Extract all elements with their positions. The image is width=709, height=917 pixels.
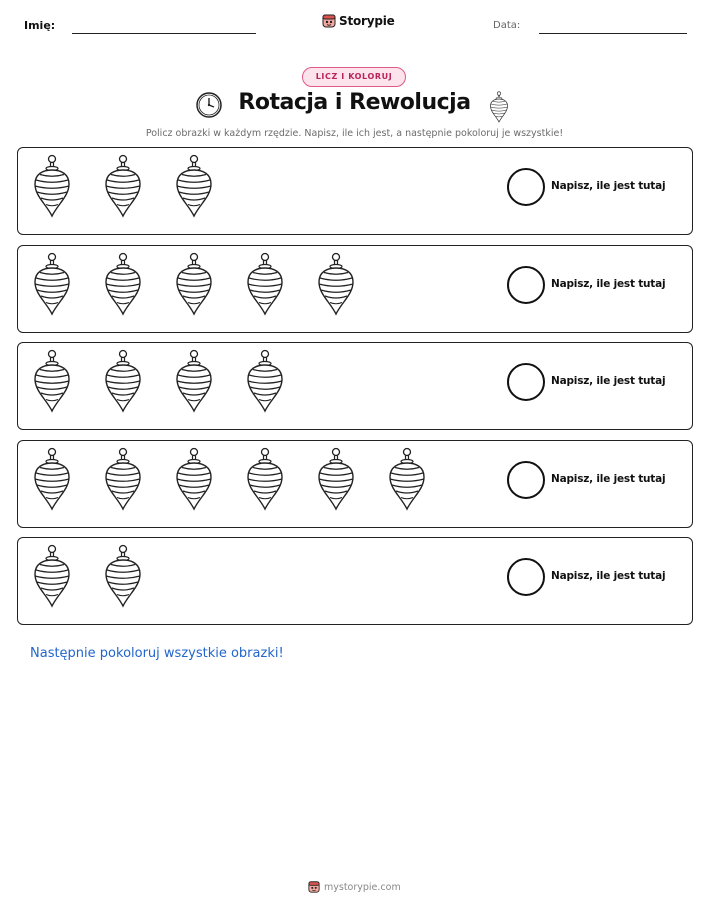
answer-label: Napisz, ile jest tutaj bbox=[551, 375, 666, 387]
activity-badge: LICZ I KOLORUJ bbox=[302, 67, 406, 87]
name-label: Imię: bbox=[24, 19, 56, 32]
counting-row bbox=[17, 537, 693, 625]
spinning-top-icon[interactable] bbox=[101, 447, 145, 511]
spinning-top-icon[interactable] bbox=[101, 154, 145, 218]
title-row bbox=[0, 88, 709, 126]
spinning-top-icon[interactable] bbox=[314, 252, 358, 316]
brand-name: Storypie bbox=[339, 14, 395, 28]
footer-note: Następnie pokoloruj wszystkie obrazki! bbox=[30, 646, 284, 661]
footer-brand bbox=[308, 880, 401, 894]
answer-circle[interactable] bbox=[507, 558, 545, 596]
answer-label: Napisz, ile jest tutaj bbox=[551, 472, 666, 485]
counting-row bbox=[17, 342, 693, 430]
spinning-top-icon[interactable] bbox=[172, 447, 216, 511]
spinning-top-icon[interactable] bbox=[172, 154, 216, 218]
footer-url: mystorypie.com bbox=[324, 881, 401, 893]
storypie-logo-icon bbox=[308, 880, 320, 894]
spinning-top-icon[interactable] bbox=[314, 447, 358, 511]
spinning-top-icon[interactable] bbox=[243, 252, 287, 316]
date-field[interactable] bbox=[539, 33, 687, 34]
spinning-top-icon[interactable] bbox=[172, 252, 216, 316]
spinning-top-icon[interactable] bbox=[30, 447, 74, 511]
answer-circle[interactable] bbox=[507, 266, 545, 304]
instructions: Policz obrazki w każdym rzędzie. Napisz, ile ich jest, a następnie pokoloruj je wszystkie! bbox=[145, 128, 564, 139]
storypie-logo-icon bbox=[322, 13, 336, 29]
spinning-top-icon bbox=[486, 91, 512, 123]
name-field[interactable] bbox=[72, 33, 256, 34]
spinning-top-icon[interactable] bbox=[243, 349, 287, 413]
counting-row bbox=[17, 147, 693, 235]
picture-group bbox=[30, 544, 145, 610]
page-title: Rotacja i Rewolucja bbox=[238, 90, 471, 115]
spinning-top-icon[interactable] bbox=[172, 349, 216, 413]
picture-group bbox=[30, 252, 358, 318]
spinning-top-icon[interactable] bbox=[30, 544, 74, 608]
answer-label: Napisz, ile jest tutaj bbox=[551, 570, 666, 582]
counting-row bbox=[17, 440, 693, 528]
answer-circle[interactable] bbox=[507, 168, 545, 206]
spinning-top-icon[interactable] bbox=[30, 154, 74, 218]
spinning-top-icon[interactable] bbox=[101, 252, 145, 316]
answer-circle[interactable] bbox=[507, 461, 545, 499]
brand bbox=[322, 13, 395, 29]
spinning-top-icon[interactable] bbox=[101, 544, 145, 608]
picture-group bbox=[30, 447, 429, 513]
counting-row bbox=[17, 245, 693, 333]
spinning-top-icon[interactable] bbox=[243, 447, 287, 511]
answer-circle[interactable] bbox=[507, 363, 545, 401]
answer-label: Napisz, ile jest tutaj bbox=[551, 277, 666, 290]
spinning-top-icon[interactable] bbox=[101, 349, 145, 413]
spinning-top-icon[interactable] bbox=[385, 447, 429, 511]
spinning-top-icon[interactable] bbox=[30, 349, 74, 413]
date-label: Data: bbox=[493, 20, 521, 31]
picture-group bbox=[30, 154, 216, 220]
spinning-top-icon[interactable] bbox=[30, 252, 74, 316]
answer-label: Napisz, ile jest tutaj bbox=[551, 180, 666, 192]
worksheet-header bbox=[0, 0, 709, 50]
picture-group bbox=[30, 349, 287, 415]
